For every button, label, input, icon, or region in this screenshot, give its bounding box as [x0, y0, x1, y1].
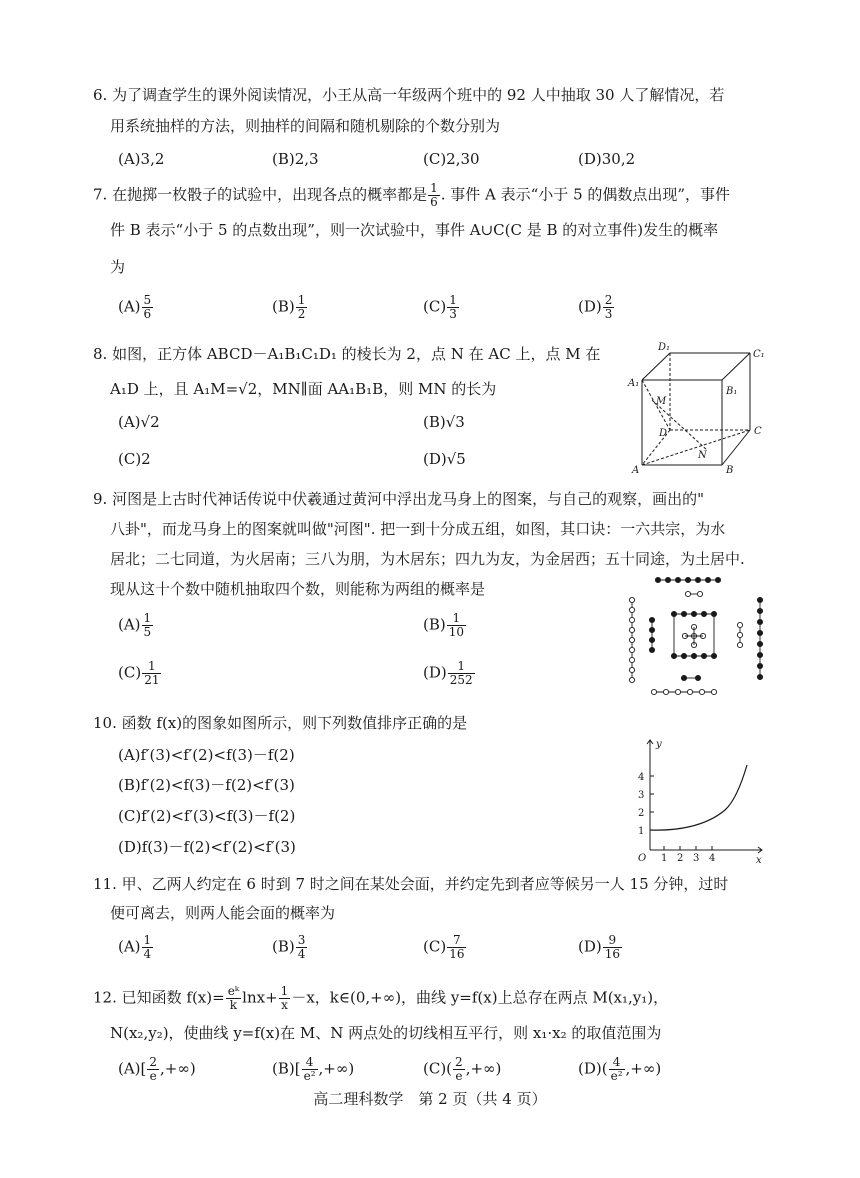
q9-option-b: (B) $\frac{1}{10}$ [423, 611, 465, 639]
function-graph [630, 735, 770, 867]
q6-option-b: (B)2,3 [272, 150, 319, 168]
q8-line2: A₁D 上，且 A₁M=√2，MN∥面 AA₁B₁B，则 MN 的长为 [110, 380, 497, 398]
q11-option-b: (B) $\frac{3}{4}$ [272, 933, 306, 961]
q6-line1: 6. 为了调查学生的课外阅读情况，小王从高一年级两个班中的 92 人中抽取 30 人了解情况，若 [93, 86, 725, 104]
q10-option-c: (C)f′(2)<f′(3)<f(3)－f(2) [118, 807, 296, 825]
cube-label-d: D [659, 428, 668, 439]
q11-option-d: (D) $\frac{9}{16}$ [578, 933, 621, 961]
graph-y-tick-2: 2 [638, 808, 645, 819]
q11-line1: 11. 甲、乙两人约定在 6 时到 7 时之间在某处会面，并约定先到者应等候另一人 15 分钟，过时 [93, 875, 729, 893]
q7-option-c: (C) $\frac{1}{3}$ [423, 293, 457, 321]
cube-label-d1: D₁ [658, 342, 671, 353]
q12-option-d: (D)( $\frac{4}{\text{e²}}$ ,+∞) [578, 1055, 662, 1083]
graph-x-tick-4: 4 [709, 853, 716, 864]
cube-label-b1: B₁ [726, 386, 738, 397]
q8-line1: 8. 如图，正方体 ABCD－A₁B₁C₁D₁ 的棱长为 2，点 N 在 AC 上，点 M 在 [93, 345, 601, 363]
q8-option-c: (C)2 [118, 450, 151, 468]
q7-line3: 为 [110, 258, 126, 276]
q10-option-d: (D)f(3)－f(2)<f′(2)<f′(3) [118, 838, 296, 856]
graph-x-tick-1: 1 [661, 853, 668, 864]
q9-option-a: (A) $\frac{1}{5}$ [118, 611, 152, 639]
q6-line2: 用系统抽样的方法，则抽样的间隔和随机剔除的个数分别为 [110, 117, 501, 135]
graph-y-tick-3: 3 [638, 790, 645, 801]
cube-label-c1: C₁ [753, 349, 765, 360]
q9-line1: 9. 河图是上古时代神话传说中伏羲通过黄河中浮出龙马身上的图案，与自己的观察，画出的" [93, 490, 704, 508]
q6-option-d: (D)30,2 [578, 150, 636, 168]
graph-x-tick-2: 2 [677, 853, 684, 864]
q12-line1: 12. 已知函数 f(x)= $\frac{\text{eᵏ}}{k}$ lnx+ $\frac{1}{x}$ －x，k∈(0,+∞)，曲线 y=f(x)上总存在两点 M(x₁,y₁)， [93, 984, 669, 1012]
q11-line2: 便可离去，则两人能会面的概率为 [110, 904, 336, 922]
q7-option-d: (D) $\frac{2}{3}$ [578, 293, 613, 321]
q7-line1-a: 7. 在抛掷一枚骰子的试验中，出现各点的概率都是 [93, 185, 428, 204]
q9-line4: 现从这十个数中随机抽取四个数，则能称为两组的概率是 [110, 580, 486, 598]
q6-option-a: (A)3,2 [118, 150, 165, 168]
q6-option-c: (C)2,30 [423, 150, 480, 168]
q12-line2: N(x₂,y₂)，使曲线 y=f(x)在 M、N 两点处的切线相互平行，则 x₁·x₂ 的取值范围为 [110, 1024, 662, 1042]
cube-label-n: N [698, 450, 707, 461]
q10-option-b: (B)f′(2)<f(3)－f(2)<f′(3) [118, 776, 295, 794]
q8-option-b: (B)√3 [423, 413, 465, 431]
q10-option-a: (A)f′(3)<f′(2)<f(3)－f(2) [118, 746, 295, 764]
q12-option-c: (C)( $\frac{2}{e}$ ,+∞) [423, 1055, 502, 1083]
q12-option-b: (B)[ $\frac{4}{\text{e²}}$ ,+∞) [272, 1055, 355, 1083]
cube-label-c: C [754, 426, 762, 437]
q7-line2: 件 B 表示“小于 5 的点数出现”，则一次试验中，事件 A∪C(C 是 B 的对立事件)发生的概率 [110, 221, 719, 239]
graph-x-tick-3: 3 [693, 853, 700, 864]
q12-ek-fraction: $\frac{\text{eᵏ}}{k}$ [227, 984, 240, 1012]
cube-label-b: B [726, 465, 734, 475]
graph-origin-label: O [638, 853, 647, 864]
q11-option-a: (A) $\frac{1}{4}$ [118, 933, 152, 961]
cube-label-a1: A₁ [628, 378, 640, 389]
page-footer: 高二理科数学 第 2 页（共 4 页） [313, 1090, 547, 1108]
q9-line2: 八卦"，而龙马身上的图案就叫做"河图". 把一到十分成五组，如图，其口诀：一六共宗，为水 [110, 520, 726, 538]
q9-option-d: (D) $\frac{1}{252}$ [423, 659, 473, 687]
q9-line3: 居北；二七同道，为火居南；三八为朋，为木居东；四九为友，为金居西；五十同途，为土居中. [110, 550, 745, 568]
q7-option-b: (B) $\frac{1}{2}$ [272, 293, 306, 321]
q7-option-a: (A) $\frac{5}{6}$ [118, 293, 152, 321]
q8-option-d: (D)√5 [423, 450, 466, 468]
graph-x-label: x [756, 855, 762, 866]
q7-line1 [93, 182, 730, 209]
cube-label-a: A [632, 465, 640, 475]
q9-option-c: (C) $\frac{1}{21}$ [118, 659, 160, 687]
cube-figure [622, 340, 772, 475]
q7-fraction: $\frac{1}{6}$ [430, 181, 438, 209]
q8-option-a: (A)√2 [118, 413, 160, 431]
graph-y-label: y [656, 739, 662, 750]
q12-option-a: (A)[ $\frac{2}{e}$ ,+∞) [118, 1055, 196, 1083]
cube-label-m: M [656, 396, 667, 407]
graph-y-tick-1: 1 [638, 826, 645, 837]
q7-line1-b: . 事件 A 表示“小于 5 的偶数点出现”，事件 [440, 185, 731, 204]
q11-option-c: (C) $\frac{7}{16}$ [423, 933, 465, 961]
q12-inv-fraction: $\frac{1}{x}$ [280, 984, 289, 1012]
graph-y-tick-4: 4 [638, 772, 645, 783]
hetu-diagram [622, 570, 772, 702]
q10-line1: 10. 函数 f(x)的图象如图所示，则下列数值排序正确的是 [93, 714, 468, 732]
